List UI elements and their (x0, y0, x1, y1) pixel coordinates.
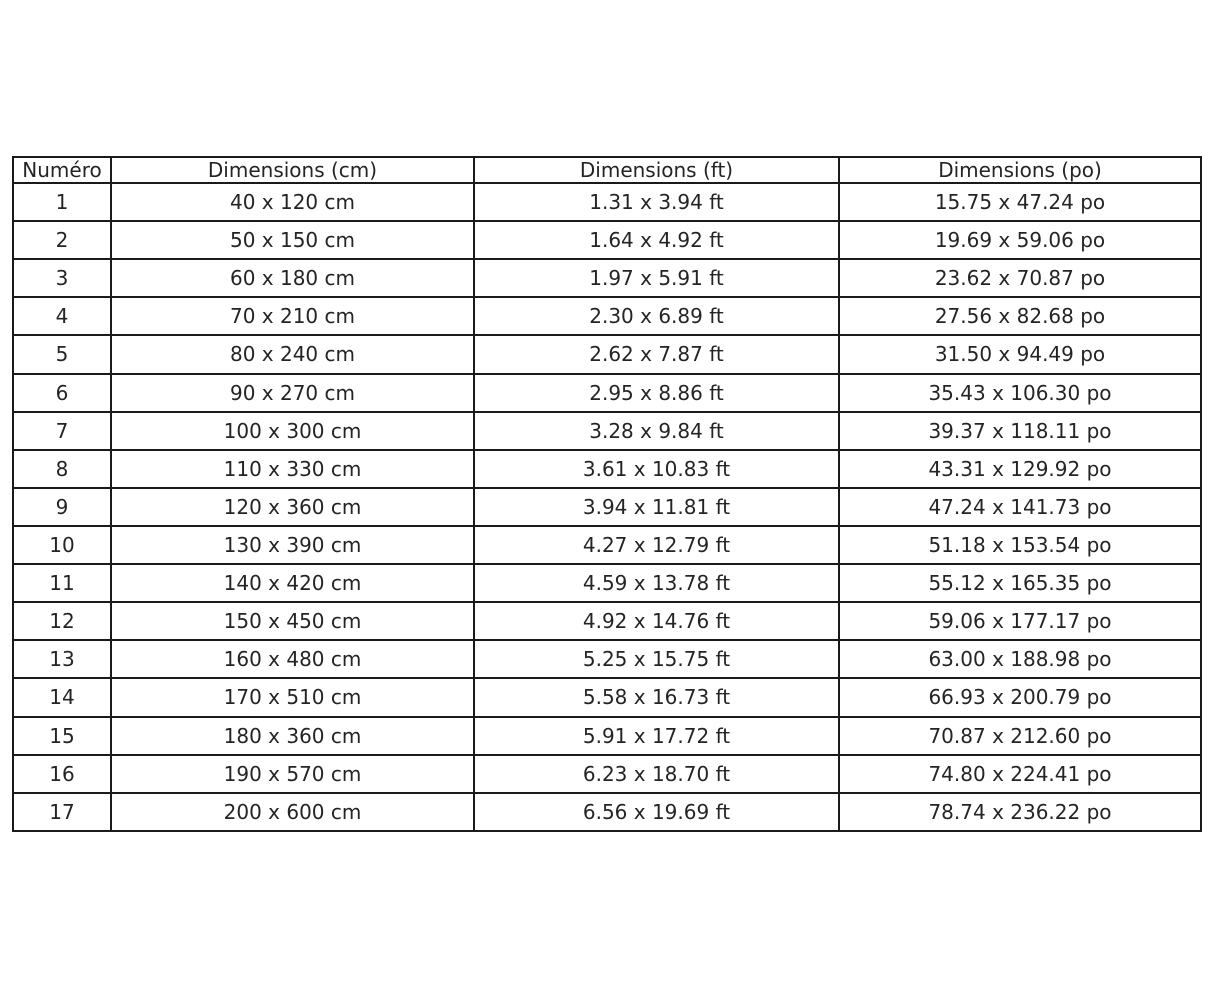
dimension-cell: 66.93 x 200.79 po (839, 678, 1201, 716)
row-number-cell: 4 (13, 297, 111, 335)
dimension-cell: 130 x 390 cm (111, 526, 474, 564)
dimension-cell: 2.95 x 8.86 ft (474, 374, 839, 412)
dimension-cell: 60 x 180 cm (111, 259, 474, 297)
dimension-cell: 4.92 x 14.76 ft (474, 602, 839, 640)
column-header: Dimensions (po) (839, 157, 1201, 183)
dimension-cell: 80 x 240 cm (111, 335, 474, 373)
dimension-cell: 200 x 600 cm (111, 793, 474, 831)
dimension-cell: 50 x 150 cm (111, 221, 474, 259)
dimension-cell: 15.75 x 47.24 po (839, 183, 1201, 221)
dimension-cell: 100 x 300 cm (111, 412, 474, 450)
row-number-cell: 15 (13, 717, 111, 755)
row-number-cell: 17 (13, 793, 111, 831)
dimension-cell: 51.18 x 153.54 po (839, 526, 1201, 564)
table-row (13, 564, 1201, 602)
row-number-cell: 7 (13, 412, 111, 450)
dimension-cell: 180 x 360 cm (111, 717, 474, 755)
table-row (13, 297, 1201, 335)
table-row (13, 793, 1201, 831)
dimension-cell: 150 x 450 cm (111, 602, 474, 640)
row-number-cell: 1 (13, 183, 111, 221)
table-row (13, 602, 1201, 640)
row-number-cell: 11 (13, 564, 111, 602)
row-number-cell: 16 (13, 755, 111, 793)
table-row (13, 183, 1201, 221)
row-number-cell: 14 (13, 678, 111, 716)
dimension-cell: 3.61 x 10.83 ft (474, 450, 839, 488)
row-number-cell: 13 (13, 640, 111, 678)
row-number-cell: 9 (13, 488, 111, 526)
table-header (13, 157, 1201, 183)
dimension-cell: 190 x 570 cm (111, 755, 474, 793)
table-row (13, 412, 1201, 450)
dimension-cell: 70 x 210 cm (111, 297, 474, 335)
dimension-cell: 6.56 x 19.69 ft (474, 793, 839, 831)
dimension-cell: 59.06 x 177.17 po (839, 602, 1201, 640)
table-row (13, 640, 1201, 678)
dimension-cell: 43.31 x 129.92 po (839, 450, 1201, 488)
table-row (13, 374, 1201, 412)
dimension-cell: 5.91 x 17.72 ft (474, 717, 839, 755)
dimension-cell: 3.28 x 9.84 ft (474, 412, 839, 450)
dimensions-conversion-table (12, 156, 1202, 832)
dimension-cell: 74.80 x 224.41 po (839, 755, 1201, 793)
row-number-cell: 10 (13, 526, 111, 564)
dimension-cell: 2.62 x 7.87 ft (474, 335, 839, 373)
dimension-cell: 110 x 330 cm (111, 450, 474, 488)
dimension-cell: 39.37 x 118.11 po (839, 412, 1201, 450)
dimension-cell: 160 x 480 cm (111, 640, 474, 678)
row-number-cell: 3 (13, 259, 111, 297)
column-header: Dimensions (cm) (111, 157, 474, 183)
row-number-cell: 8 (13, 450, 111, 488)
dimension-cell: 1.31 x 3.94 ft (474, 183, 839, 221)
table-body (13, 183, 1201, 831)
row-number-cell: 5 (13, 335, 111, 373)
dimension-cell: 5.25 x 15.75 ft (474, 640, 839, 678)
dimension-cell: 6.23 x 18.70 ft (474, 755, 839, 793)
dimension-cell: 40 x 120 cm (111, 183, 474, 221)
dimension-cell: 90 x 270 cm (111, 374, 474, 412)
dimension-cell: 120 x 360 cm (111, 488, 474, 526)
dimension-cell: 1.97 x 5.91 ft (474, 259, 839, 297)
table-row (13, 221, 1201, 259)
dimension-cell: 4.59 x 13.78 ft (474, 564, 839, 602)
table-row (13, 335, 1201, 373)
row-number-cell: 12 (13, 602, 111, 640)
dimension-cell: 3.94 x 11.81 ft (474, 488, 839, 526)
row-number-cell: 2 (13, 221, 111, 259)
header-row (13, 157, 1201, 183)
dimension-cell: 170 x 510 cm (111, 678, 474, 716)
dimension-cell: 31.50 x 94.49 po (839, 335, 1201, 373)
table-row (13, 488, 1201, 526)
dimension-cell: 5.58 x 16.73 ft (474, 678, 839, 716)
dimension-cell: 140 x 420 cm (111, 564, 474, 602)
dimension-cell: 63.00 x 188.98 po (839, 640, 1201, 678)
dimension-cell: 19.69 x 59.06 po (839, 221, 1201, 259)
dimension-cell: 47.24 x 141.73 po (839, 488, 1201, 526)
column-header: Dimensions (ft) (474, 157, 839, 183)
dimension-cell: 70.87 x 212.60 po (839, 717, 1201, 755)
dimension-cell: 2.30 x 6.89 ft (474, 297, 839, 335)
dimension-cell: 78.74 x 236.22 po (839, 793, 1201, 831)
dimension-cell: 27.56 x 82.68 po (839, 297, 1201, 335)
dimension-cell: 55.12 x 165.35 po (839, 564, 1201, 602)
dimension-cell: 23.62 x 70.87 po (839, 259, 1201, 297)
table-row (13, 450, 1201, 488)
row-number-cell: 6 (13, 374, 111, 412)
table-row (13, 678, 1201, 716)
table-row (13, 755, 1201, 793)
dimension-cell: 4.27 x 12.79 ft (474, 526, 839, 564)
table-row (13, 526, 1201, 564)
dimension-cell: 35.43 x 106.30 po (839, 374, 1201, 412)
dimension-cell: 1.64 x 4.92 ft (474, 221, 839, 259)
table-row (13, 717, 1201, 755)
table-row (13, 259, 1201, 297)
column-header: Numéro (13, 157, 111, 183)
